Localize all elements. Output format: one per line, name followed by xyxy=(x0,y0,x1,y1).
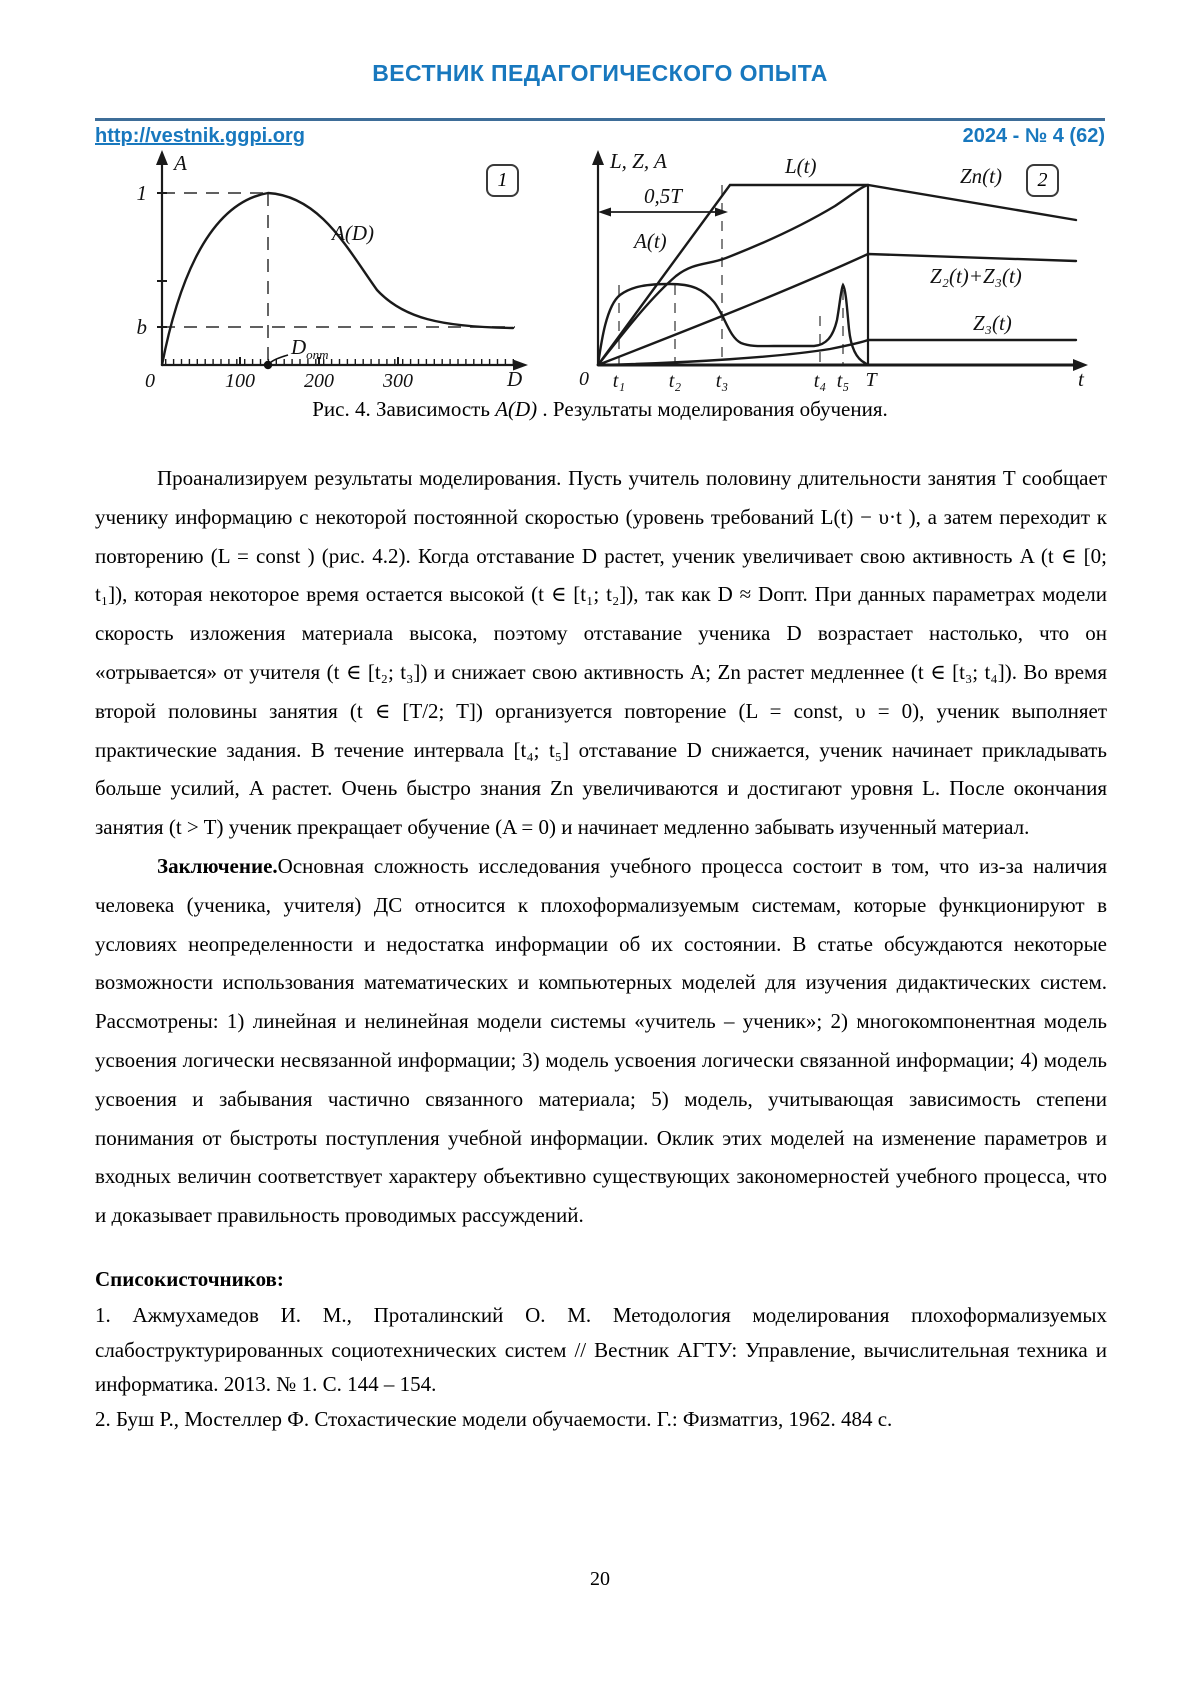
x-tick-label-T: T xyxy=(865,369,877,391)
curve-a-of-d xyxy=(162,193,513,365)
curve-z3-of-t xyxy=(598,340,1076,365)
x-tick-label-t5: t₅ xyxy=(836,370,850,392)
curve-a-of-t xyxy=(598,284,868,365)
site-url-link[interactable]: http://vestnik.ggpi.org xyxy=(95,125,305,147)
figure-number-badge-1: 1 xyxy=(486,164,519,197)
conclusion-heading: Заключение. xyxy=(157,853,278,878)
figure-caption-prefix: Рис. 4. Зависимость xyxy=(312,397,496,421)
half-t-label: 0,5T xyxy=(644,184,682,208)
curve-label-a-of-d: A(D) xyxy=(332,221,374,245)
x-axis-label: t xyxy=(1078,367,1084,391)
optimum-label-hook xyxy=(270,355,288,363)
figure-number-badge-2: 2 xyxy=(1026,164,1059,197)
curve-label-a: A(t) xyxy=(634,229,667,253)
curve-label-l: L(t) xyxy=(785,154,817,178)
x-tick-label-300: 300 xyxy=(383,370,413,392)
curve-label-z3: Z₃(t) xyxy=(973,311,1012,335)
x-tick-label-200: 200 xyxy=(304,370,334,392)
conclusion-paragraph xyxy=(95,847,1107,1235)
x-tick-label-0: 0 xyxy=(145,370,155,392)
analysis-paragraph: Проанализируем результаты моделирования. Пусть учитель половину длительности занятия T сообщает ученику информацию с некоторой постоянной скоростью (уровень требований L(t) − υ·t ), а затем переходит к повторению (L = const ) (рис. 4.2). Когда отставание D растет, ученик увеличивает свою активность A (t ∈ [0; t₁]), которая некоторое время остается высокой (t ∈ [t₁; t₂]), так как D ≈ Dопт. При данных параметрах модели скорость изложения материала высока, поэтому отставание ученика D возрастает настолько, что он «отрывается» от учителя (t ∈ [t₂; t₃]) и снижает свою активность A; Zn растет медленнее (t ∈ [t₃; t₄]). Во время второй половины занятия (t ∈ [T/2; T]) организуется повторение (L = const, υ = 0), ученик выполняет практические задания. В течение интервала [t₄; t₅] отставание D снижается, ученик начинает прикладывать больше усилий, A растет. Очень быстро знания Zn увеличиваются и достигают уровня L. После окончания занятия (t > T) ученик прекращает обучение (A = 0) и начинает медленно забывать изученный материал. xyxy=(95,466,1107,840)
reference-item-1: 1. Ажмухамедов И. М., Проталинский О. М. Методология моделирования плохоформализуемых слабоструктурированных социотехнических систем // Вестник АГТУ: Управление, вычислительная техника и информатика. 2013. № 1. С. 144 – 154. xyxy=(95,1302,1107,1397)
article-body xyxy=(95,459,1107,1436)
figure-panel-2-modeling-plot xyxy=(530,148,1110,396)
issue-label: 2024 - № 4 (62) xyxy=(962,125,1105,147)
x-tick-label-100: 100 xyxy=(225,370,255,392)
references-heading: Списокисточников: xyxy=(95,1266,284,1291)
x-tick-label-t4: t₄ xyxy=(813,370,827,392)
y-axis-label: A xyxy=(174,151,187,175)
origin-label: 0 xyxy=(579,368,589,390)
x-tick-label-t2: t₂ xyxy=(668,370,682,392)
figure-caption-math: A(D) xyxy=(495,397,538,421)
y-axis-arrow-icon xyxy=(592,150,604,165)
journal-title: ВЕСТНИК ПЕДАГОГИЧЕСКОГО ОПЫТА xyxy=(372,60,828,86)
x-tick-label-t3: t₃ xyxy=(715,370,729,392)
x-axis-label: D xyxy=(507,367,523,391)
half-t-arrow-left-icon xyxy=(598,208,611,217)
figure-panel-1-a-of-d-plot xyxy=(95,148,530,396)
figure-caption xyxy=(0,397,1200,422)
y-axis-arrow-icon xyxy=(156,150,168,165)
header-meta-row xyxy=(95,125,1105,148)
figure-caption-suffix: . Результаты моделирования обучения. xyxy=(537,397,888,421)
curve-label-zn: Zn(t) xyxy=(960,164,1002,188)
x-tick-label-t1: t₁ xyxy=(612,370,626,392)
y-tick-label-b: b xyxy=(136,315,147,339)
curve-label-z2-z3: Z₂(t)+Z₃(t) xyxy=(930,264,1022,288)
y-axis-label: L, Z, A xyxy=(610,149,667,173)
y-tick-label-1: 1 xyxy=(136,181,147,205)
conclusion-text: Основная сложность исследования учебного процесса состоит в том, что из-за наличия человека (ученика, учителя) ДС относится к плохоформализуемым системам, которые функционируют в условиях неопределенности и недостатка информации об их состоянии. В статье обсуждаются некоторые возможности использования математических и компьютерных моделей для изучения дидактических систем. Рассмотрены: 1) линейная и нелинейная модели системы «учитель – ученик»; 2) многокомпонентная модель усвоения логически несвязанной информации; 3) модель усвоения логически связанной информации; 4) модель усвоения и забывания частично связанного материала; 5) модель, учитывающая зависимость степени понимания от быстроты поступления учебной информации. Оклик этих моделей на изменение параметров и входных величин соответствует характеру объективно существующих закономерностей учебного процесса, что и доказывает правильность проводимых рассуждений. xyxy=(95,853,1107,1228)
header-divider xyxy=(95,118,1105,121)
page-number: 20 xyxy=(590,1568,610,1590)
reference-item-2: 2. Буш Р., Мостеллер Ф. Стохастические модели обучаемости. Г.: Физматгиз, 1962. 484 с. xyxy=(95,1406,893,1431)
optimum-label: $D_{опт}$ xyxy=(291,335,329,362)
